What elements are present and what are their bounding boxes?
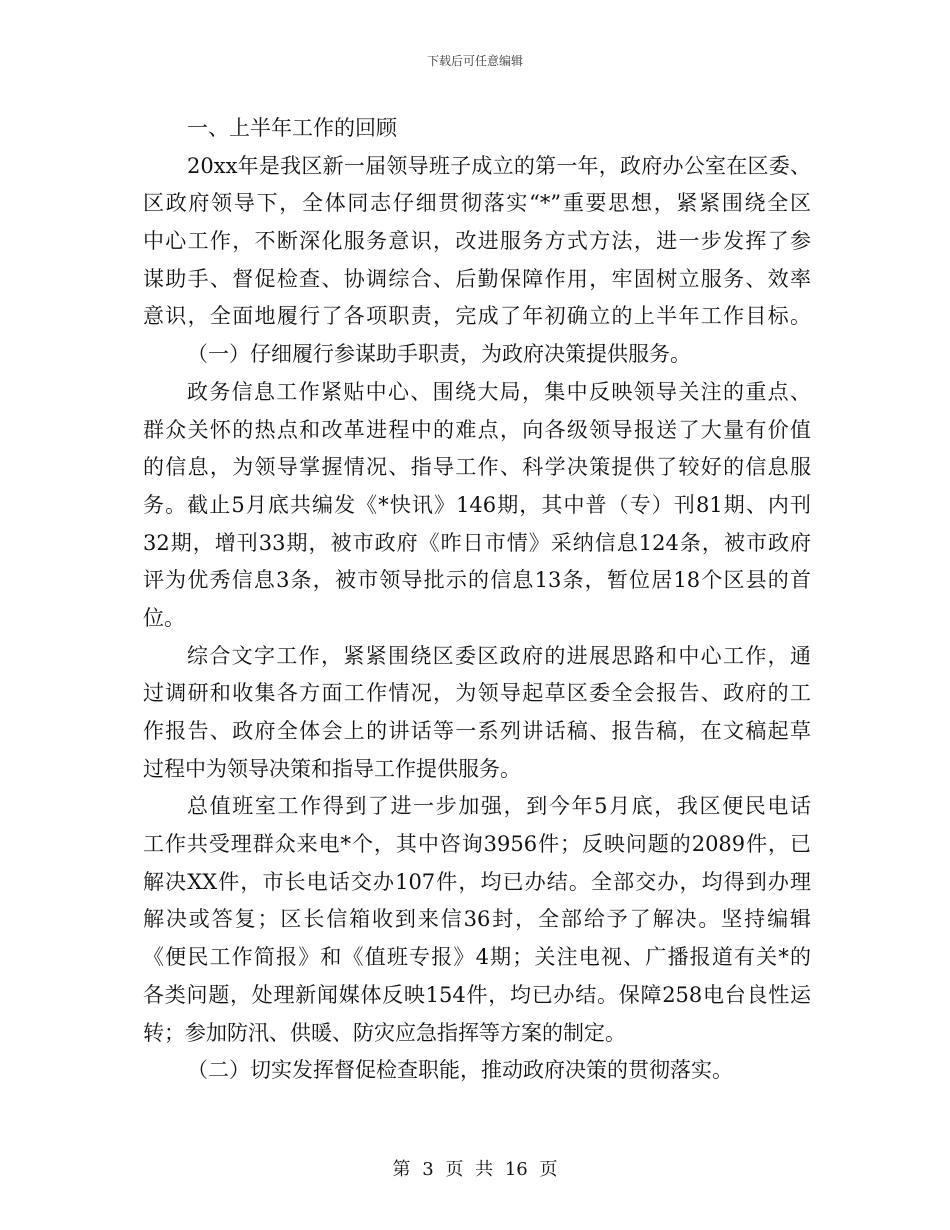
- text-line: 群众关怀的热点和改革进程中的难点，向各级领导报送了大量有价值: [143, 417, 811, 442]
- text-line: 一、上半年工作的回顾: [187, 116, 397, 140]
- text-line: 过调研和收集各方面工作情况，为领导起草区委全会报告、政府的工: [143, 681, 811, 706]
- text-line: （二）切实发挥督促检查职能，推动政府决策的贯彻落实。: [187, 1058, 733, 1083]
- text-line: 意识，全面地履行了各项职责，完成了年初确立的上半年工作目标。: [143, 304, 811, 329]
- text-line: 《便民工作简报》和《值班专报》4期；关注电视、广播报道有关*的: [143, 945, 811, 970]
- text-line: 务。截止5月底共编发《*快讯》146期，其中普（专）刊81期、内刊: [143, 492, 811, 517]
- text-line: 中心工作，不断深化服务意识，改进服务方式方法，进一步发挥了参: [143, 229, 811, 254]
- text-line: 工作共受理群众来电*个，其中咨询3956件；反映问题的2089件，已: [143, 832, 811, 857]
- text-line: （一）仔细履行参谋助手职责，为政府决策提供服务。: [187, 342, 691, 367]
- page-number: 第 3 页 共 16 页: [392, 1159, 558, 1180]
- text-line: 解决或答复；区长信箱收到来信36封，全部给予了解决。坚持编辑: [143, 907, 811, 932]
- text-line: 转；参加防汛、供暖、防灾应急指挥等方案的制定。: [143, 1020, 626, 1045]
- text-line: 谋助手、督促检查、协调综合、后勤保障作用，牢固树立服务、效率: [143, 266, 811, 291]
- text-line: 32期，增刊33期，被市政府《昨日市情》采纳信息124条，被市政府: [143, 530, 811, 555]
- text-line: 综合文字工作，紧紧围绕区委区政府的进展思路和中心工作，通: [187, 643, 811, 668]
- text-line: 的信息，为领导掌握情况、指导工作、科学决策提供了较好的信息服: [143, 455, 811, 480]
- text-line: 解决XX件，市长电话交办107件，均已办结。全部交办，均得到办理: [143, 869, 811, 894]
- text-line: 各类问题，处理新闻媒体反映154件，均已办结。保障258电台良性运: [143, 982, 811, 1007]
- text-line: 政务信息工作紧贴中心、围绕大局，集中反映领导关注的重点、: [187, 379, 811, 404]
- text-line: 区政府领导下，全体同志仔细贯彻落实“*”重要思想，紧紧围绕全区: [143, 191, 811, 216]
- text-line: 总值班室工作得到了进一步加强，到今年5月底，我区便民电话: [187, 794, 811, 819]
- text-line: 位。: [143, 605, 185, 630]
- text-line: 评为优秀信息3条，被市领导批示的信息13条，暂位居18个区县的首: [143, 568, 811, 593]
- document-body: [143, 110, 811, 1090]
- text-line: 作报告、政府全体会上的讲话等一系列讲话稿、报告稿，在文稿起草: [143, 719, 811, 743]
- page-header-note: 下载后可任意编辑: [426, 54, 523, 68]
- text-line: 20xx年是我区新一届领导班子成立的第一年，政府办公室在区委、: [187, 153, 811, 178]
- text-line: 过程中为领导决策和指导工作提供服务。: [143, 756, 521, 781]
